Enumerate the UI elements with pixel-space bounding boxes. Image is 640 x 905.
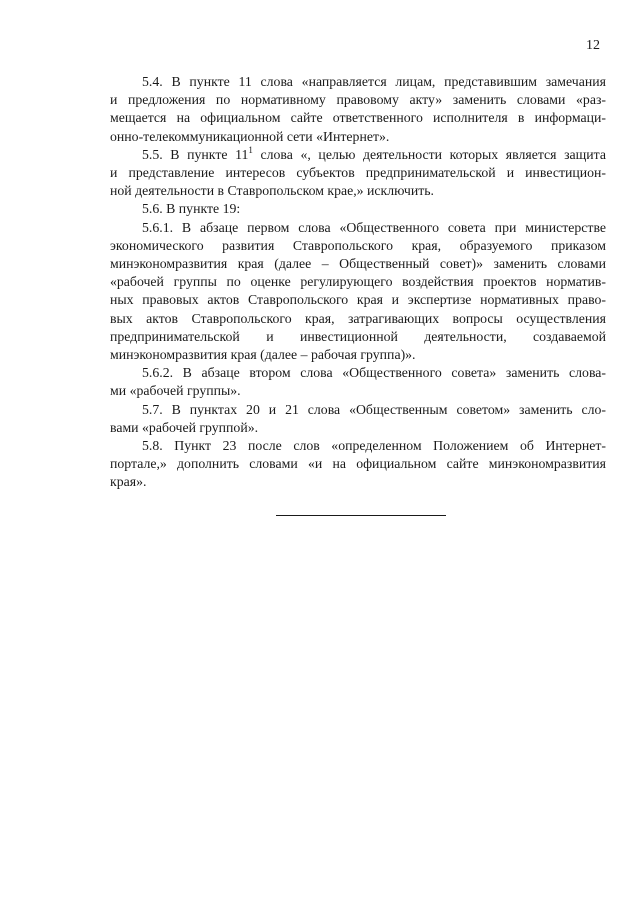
text-line: 5.6.2. В абзаце втором слова «Общественного совета» заменить слова- (142, 365, 606, 381)
text-line: ных правовых актов Ставропольского края и экспертизе нормативных право- (110, 292, 606, 308)
paragraph-5-6-1 (110, 219, 606, 365)
text-line: мещается на официальном сайте ответственного исполнителя в информаци- (110, 110, 606, 126)
paragraph-5-4 (110, 73, 606, 146)
text-line: ми «рабочей группы». (110, 383, 241, 399)
text-line: минэкономразвития края (далее – рабочая группа)». (110, 347, 416, 363)
text-line: 5.6.1. В абзаце первом слова «Общественного совета при министерстве (142, 219, 606, 235)
text-fragment: 5.5. В пункте 11 (142, 146, 249, 162)
text-line: онно-телекоммуникационной сети «Интернет». (110, 128, 390, 144)
text-line: предпринимательской и инвестиционной деятельности, создаваемой (110, 328, 606, 344)
text-line: и предложения по нормативному правовому акту» заменить словами «раз- (110, 92, 606, 108)
page-number: 12 (586, 38, 600, 53)
paragraph-5-5 (110, 146, 606, 201)
text-line: экономического развития Ставропольского края, образуемого приказом (110, 237, 606, 253)
text-line: и представление интересов субъектов предпринимательской и инвестицион- (110, 165, 606, 181)
text-line: 5.6. В пункте 19: (142, 201, 241, 217)
paragraph-5-7 (110, 401, 606, 437)
text-line: вами «рабочей группой». (110, 419, 259, 435)
text-line: края». (110, 474, 147, 490)
text-line: 5.7. В пунктах 20 и 21 слова «Общественным советом» заменить сло- (142, 401, 606, 417)
text-line: портале,» дополнить словами «и на официальном сайте минэкономразвития (110, 456, 606, 472)
superscript: 1 (248, 144, 253, 155)
text-line: 5.8. Пункт 23 после слов «определенном Положением об Интернет- (142, 438, 606, 454)
text-fragment: слова «, целью деятельности которых является защита (252, 146, 606, 162)
text-line: «рабочей группы по оценке регулирующего воздействия проектов норматив- (110, 274, 606, 290)
text-line: ной деятельности в Ставропольском крае,» исключить. (110, 183, 434, 199)
paragraph-5-8 (110, 437, 606, 492)
paragraph-5-6 (110, 200, 606, 218)
text-line (110, 146, 606, 164)
document-body (110, 73, 606, 492)
paragraph-5-6-2 (110, 364, 606, 400)
end-divider (276, 515, 446, 516)
text-line: вых актов Ставропольского края, затрагивающих вопросы осуществления (110, 310, 606, 326)
text-line: минэкономразвития края (далее – Общественный совет)» заменить словами (110, 256, 606, 272)
text-line: 5.4. В пункте 11 слова «направляется лицам, представившим замечания (142, 74, 606, 89)
